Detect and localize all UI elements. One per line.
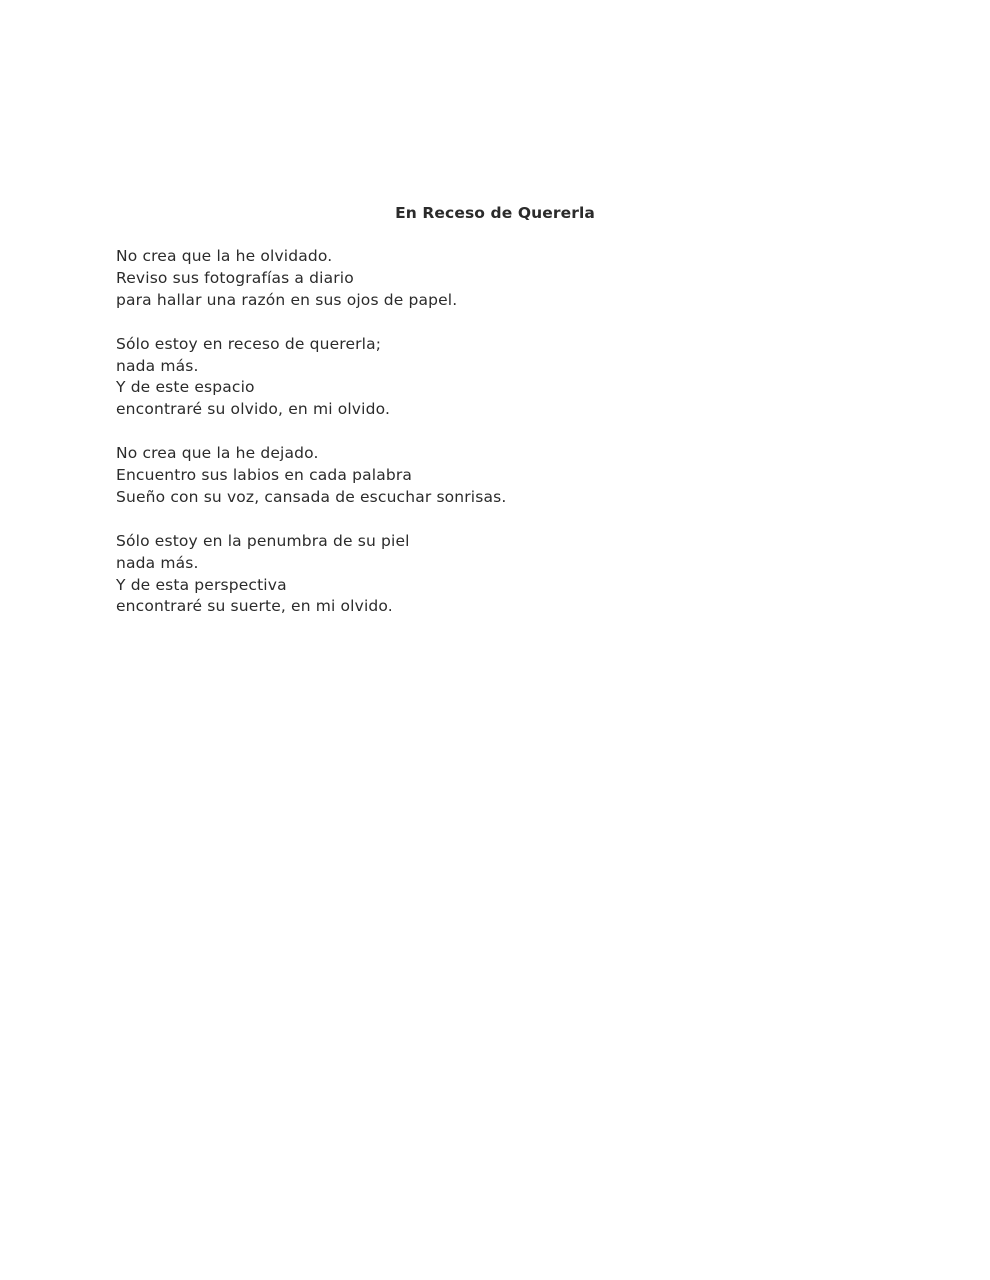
poem-line: Sólo estoy en la penumbra de su piel bbox=[116, 531, 410, 550]
poem-line: No crea que la he dejado. bbox=[116, 444, 319, 463]
poem-line: nada más. bbox=[116, 356, 199, 375]
poem-line: Y de esta perspectiva bbox=[116, 575, 287, 594]
poem-line: encontraré su suerte, en mi olvido. bbox=[116, 597, 393, 616]
stanza-2 bbox=[116, 334, 896, 422]
poem-line: Y de este espacio bbox=[116, 378, 255, 397]
poem-line: Sólo estoy en receso de quererla; bbox=[116, 334, 382, 353]
poem-title: En Receso de Quererla bbox=[395, 204, 595, 222]
poem-line: Encuentro sus labios en cada palabra bbox=[116, 466, 413, 485]
stanza-1 bbox=[116, 246, 896, 312]
poem-line: encontraré su olvido, en mi olvido. bbox=[116, 400, 391, 419]
stanza-3 bbox=[116, 443, 896, 509]
poem-line: nada más. bbox=[116, 553, 199, 572]
stanza-4 bbox=[116, 531, 896, 619]
poem-line: No crea que la he olvidado. bbox=[116, 247, 333, 265]
poem-body bbox=[116, 246, 896, 618]
poem-line: para hallar una razón en sus ojos de papel. bbox=[116, 290, 458, 309]
poem-line: Sueño con su voz, cansada de escuchar sonrisas. bbox=[116, 487, 507, 506]
poem-line: Reviso sus fotografías a diario bbox=[116, 268, 354, 287]
